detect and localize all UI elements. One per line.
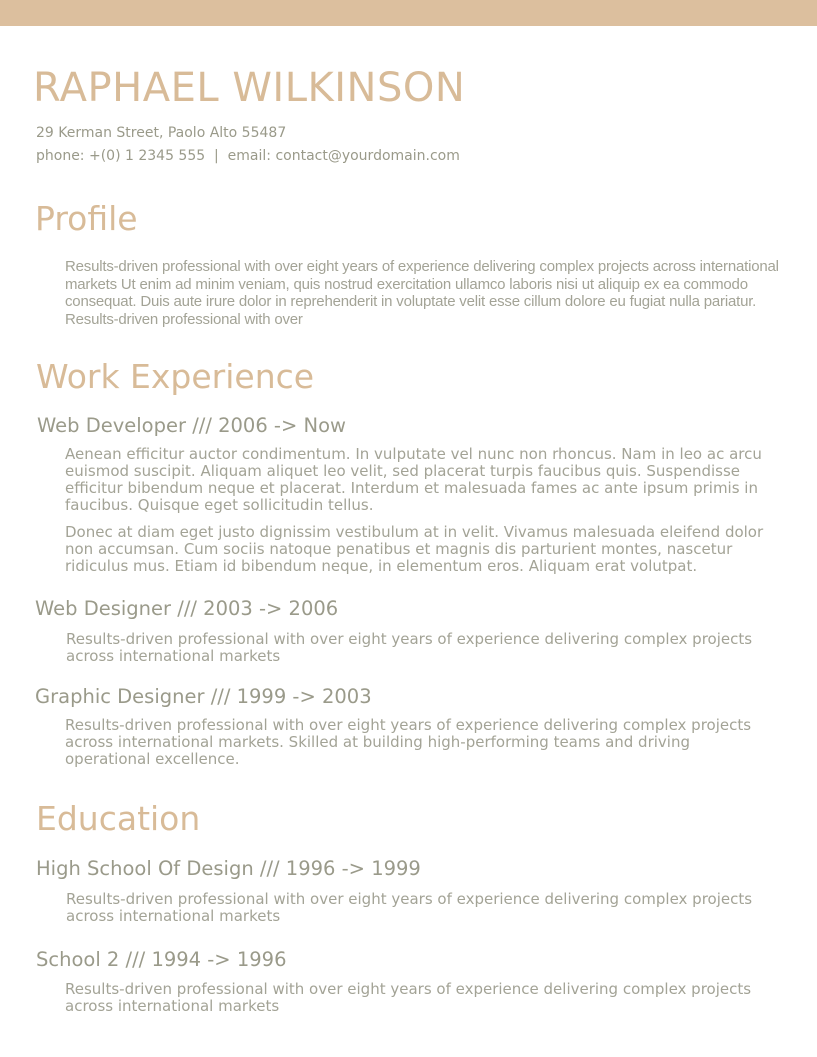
job-description: Results-driven professional with over eight years of experience delivering complex projects across international markets. Skilled at building high-performing teams and driving operational excellence. (65, 716, 752, 768)
address-line: 29 Kerman Street, Paolo Alto 55487 (36, 125, 287, 141)
work-experience-heading: Work Experience (36, 357, 315, 396)
contact-line: phone: +(0) 1 2345 555 | email: contact@yourdomain.com (36, 148, 460, 164)
education-title-school-2: School 2 /// 1994 -> 1996 (36, 948, 287, 971)
profile-heading: Profile (35, 199, 138, 238)
education-heading: Education (36, 799, 201, 838)
job-title-graphic-designer: Graphic Designer /// 1999 -> 2003 (35, 685, 372, 708)
education-description: Results-driven professional with over eight years of experience delivering complex projects across international markets (65, 980, 752, 1015)
job-title-web-designer: Web Designer /// 2003 -> 2006 (35, 597, 339, 620)
profile-text: Results-driven professional with over eight years of experience delivering complex projects across international markets Ut enim ad minim veniam, quis nostrud exercitation ullamco laboris nisi ut aliquip ex ea commodo consequat. Duis aute irure dolor in reprehenderit in voluptate velit esse cillum dolore eu fugiat nulla pariatur. Results-driven professional with over (65, 258, 779, 328)
job-description-clip (65, 524, 787, 588)
top-accent-bar (0, 0, 817, 26)
job-description: Results-driven professional with over eight years of experience delivering complex projects across international markets (66, 630, 753, 665)
job-description: Donec at diam eget justo dignissim vestibulum at in velit. Vivamus malesuada eleifend dolor non accumsan. Cum sociis natoque penatibus et magnis dis parturient montes, nascetur ridiculus mus. Etiam id bibendum neque, in elementum eros. Aliquam erat volutpat. (65, 524, 764, 575)
candidate-name: RAPHAEL WILKINSON (33, 65, 466, 111)
education-title-high-school: High School Of Design /// 1996 -> 1999 (36, 857, 421, 880)
job-title-web-developer: Web Developer /// 2006 -> Now (37, 414, 346, 437)
education-description: Results-driven professional with over eight years of experience delivering complex projects across international markets (66, 890, 753, 925)
job-description: Aenean efficitur auctor condimentum. In vulputate vel nunc non rhoncus. Nam in leo ac arcu euismod suscipit. Aliquam aliquet leo velit, sed placerat turpis faucibus quis. Suspendisse efficitur bibendum neque et placerat. Interdum et malesuada fames ac ante ipsum primis in faucibus. Quisque eget sollicitudin tellus. (65, 445, 762, 514)
